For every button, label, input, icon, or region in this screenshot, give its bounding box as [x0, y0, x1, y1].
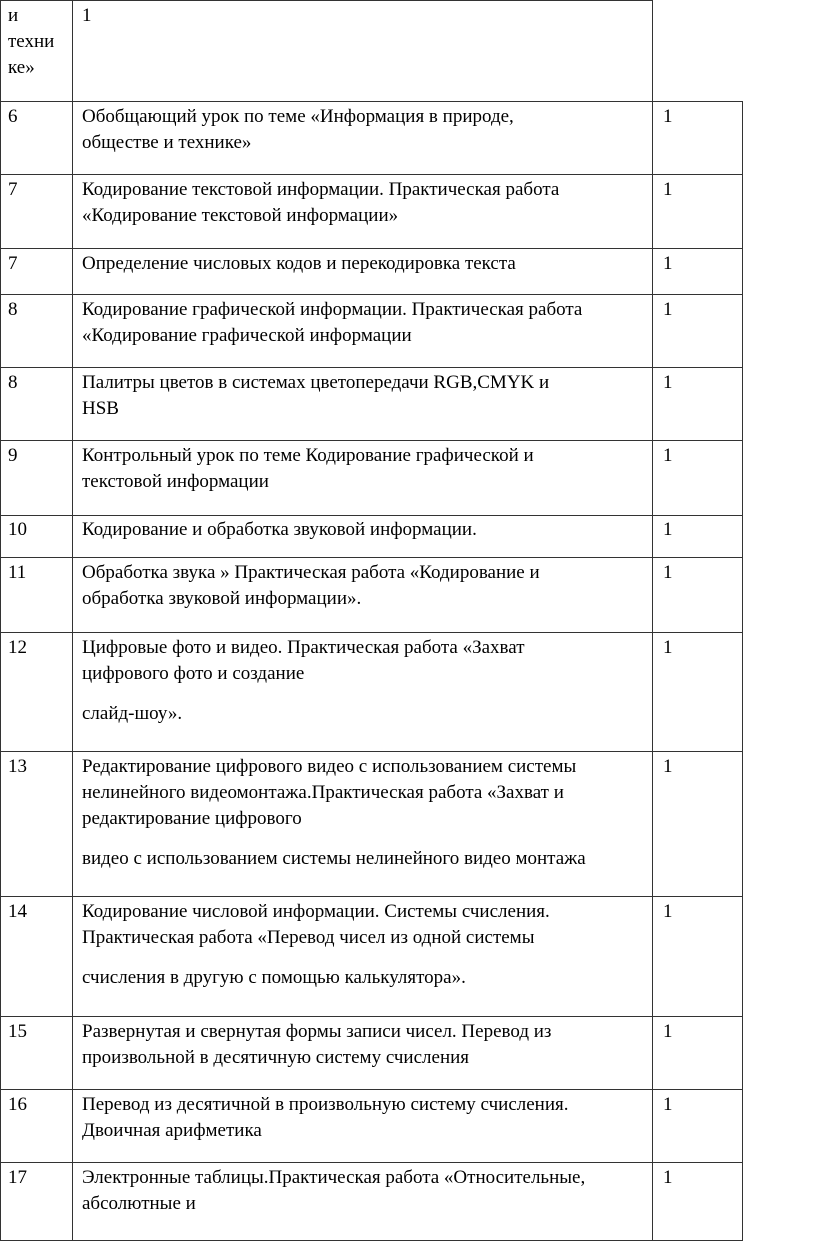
table-border: [72, 0, 73, 1241]
topic-line: Обработка звука » Практическая работа «Кодирование и: [82, 562, 540, 583]
topic-line: Определение числовых кодов и перекодировка текста: [82, 253, 516, 274]
topic-line: Обобщающий урок по теме «Информация в природе,: [82, 106, 514, 127]
lesson-topic: [82, 297, 652, 349]
topic-line: слайд-шоу».: [82, 703, 183, 724]
lesson-topic: [82, 1092, 652, 1144]
lesson-hours: 1: [663, 637, 673, 658]
lesson-hours: 1: [663, 106, 673, 127]
topic-line: Электронные таблицы.Практическая работа «Относительные,: [82, 1167, 586, 1188]
lesson-hours: 1: [663, 1167, 673, 1188]
table-border: [0, 0, 652, 1]
topic-line: нелинейного видеомонтажа.Практическая работа «Захват и: [82, 782, 564, 803]
row-number: [8, 3, 54, 81]
lesson-hours: 1: [663, 901, 673, 922]
lesson-topic: [82, 1019, 652, 1071]
topic-line: текстовой информации: [82, 471, 269, 492]
lesson-hours: 1: [663, 1094, 673, 1115]
row-number: 8: [8, 372, 18, 393]
lesson-topic: [82, 635, 652, 727]
topic-line: обществе и технике»: [82, 132, 252, 153]
table-border: [0, 248, 742, 249]
row-number: 16: [8, 1094, 27, 1115]
row-number: 7: [8, 179, 18, 200]
row-number: 10: [8, 519, 27, 540]
partial-row-hours: 1: [82, 5, 92, 26]
topic-line: Кодирование текстовой информации. Практическая работа: [82, 179, 560, 200]
table-border: [0, 367, 742, 368]
topic-line: Развернутая и свернутая формы записи чисел. Перевод из: [82, 1021, 552, 1042]
topic-line: Палитры цветов в системах цветопередачи RGB,CMYK и: [82, 372, 550, 393]
lesson-topic: [82, 104, 652, 156]
lesson-hours: 1: [663, 756, 673, 777]
topic-line: редактирование цифрового: [82, 808, 302, 829]
row-number-line: техни: [8, 31, 55, 52]
table-border: [0, 515, 742, 516]
lesson-topic: [82, 899, 652, 991]
table-border: [0, 294, 742, 295]
row-number: 6: [8, 106, 18, 127]
row-number-line: и: [8, 5, 19, 26]
topic-line: видео с использованием системы нелинейного видео монтажа: [82, 848, 586, 869]
lesson-topic: [82, 517, 652, 543]
topic-line: Кодирование графической информации. Практическая работа: [82, 299, 583, 320]
topic-line: Цифровые фото и видео. Практическая работа «Захват: [82, 637, 525, 658]
lesson-topic: [82, 177, 652, 229]
lesson-topic: [82, 443, 652, 495]
table-border: [0, 751, 742, 752]
row-number: 9: [8, 445, 18, 466]
lesson-hours: 1: [663, 562, 673, 583]
topic-line: «Кодирование графической информации: [82, 325, 412, 346]
lesson-topic: [82, 1165, 652, 1217]
topic-line: обработка звуковой информации».: [82, 588, 362, 609]
table-border: [742, 101, 743, 1241]
lesson-hours: 1: [663, 299, 673, 320]
topic-line: абсолютные и: [82, 1193, 196, 1214]
lesson-topic: [82, 754, 652, 872]
lesson-topic: [82, 251, 652, 277]
topic-line: Практическая работа «Перевод чисел из одной системы: [82, 927, 535, 948]
topic-line: счисления в другую с помощью калькулятора».: [82, 967, 466, 988]
row-number: 7: [8, 253, 18, 274]
table-border: [652, 0, 653, 1241]
topic-line: HSB: [82, 398, 119, 419]
lesson-hours: 1: [663, 253, 673, 274]
table-border: [0, 632, 742, 633]
row-number: 8: [8, 299, 18, 320]
table-border: [0, 1162, 742, 1163]
table-border: [0, 0, 1, 1241]
table-border: [0, 440, 742, 441]
row-number: 15: [8, 1021, 27, 1042]
row-number: 12: [8, 637, 27, 658]
topic-line: Двоичная арифметика: [82, 1120, 262, 1141]
lesson-hours: 1: [663, 519, 673, 540]
topic-line: Перевод из десятичной в произвольную систему счисления.: [82, 1094, 569, 1115]
topic-line: «Кодирование текстовой информации»: [82, 205, 399, 226]
lesson-hours: 1: [663, 372, 673, 393]
table-border: [0, 1240, 742, 1241]
topic-line: Редактирование цифрового видео с использованием системы: [82, 756, 577, 777]
row-number: 14: [8, 901, 27, 922]
topic-line: произвольной в десятичную систему счисления: [82, 1047, 470, 1068]
lesson-hours: 1: [663, 1021, 673, 1042]
table-border: [0, 1089, 742, 1090]
lesson-topic: [82, 370, 652, 422]
topic-line: Кодирование числовой информации. Системы счисления.: [82, 901, 550, 922]
topic-line: цифрового фото и создание: [82, 663, 305, 684]
row-number: 13: [8, 756, 27, 777]
table-border: [0, 1016, 742, 1017]
table-border: [0, 174, 742, 175]
row-number: 11: [8, 562, 27, 583]
topic-line: Кодирование и обработка звуковой информации.: [82, 519, 477, 540]
lesson-hours: 1: [663, 179, 673, 200]
row-number: 17: [8, 1167, 27, 1188]
topic-line: Контрольный урок по теме Кодирование графической и: [82, 445, 534, 466]
lesson-hours: 1: [663, 445, 673, 466]
table-border: [0, 557, 742, 558]
table-border: [0, 101, 742, 102]
table-border: [0, 896, 742, 897]
row-number-line: ке»: [8, 57, 35, 78]
lesson-topic: [82, 560, 652, 612]
